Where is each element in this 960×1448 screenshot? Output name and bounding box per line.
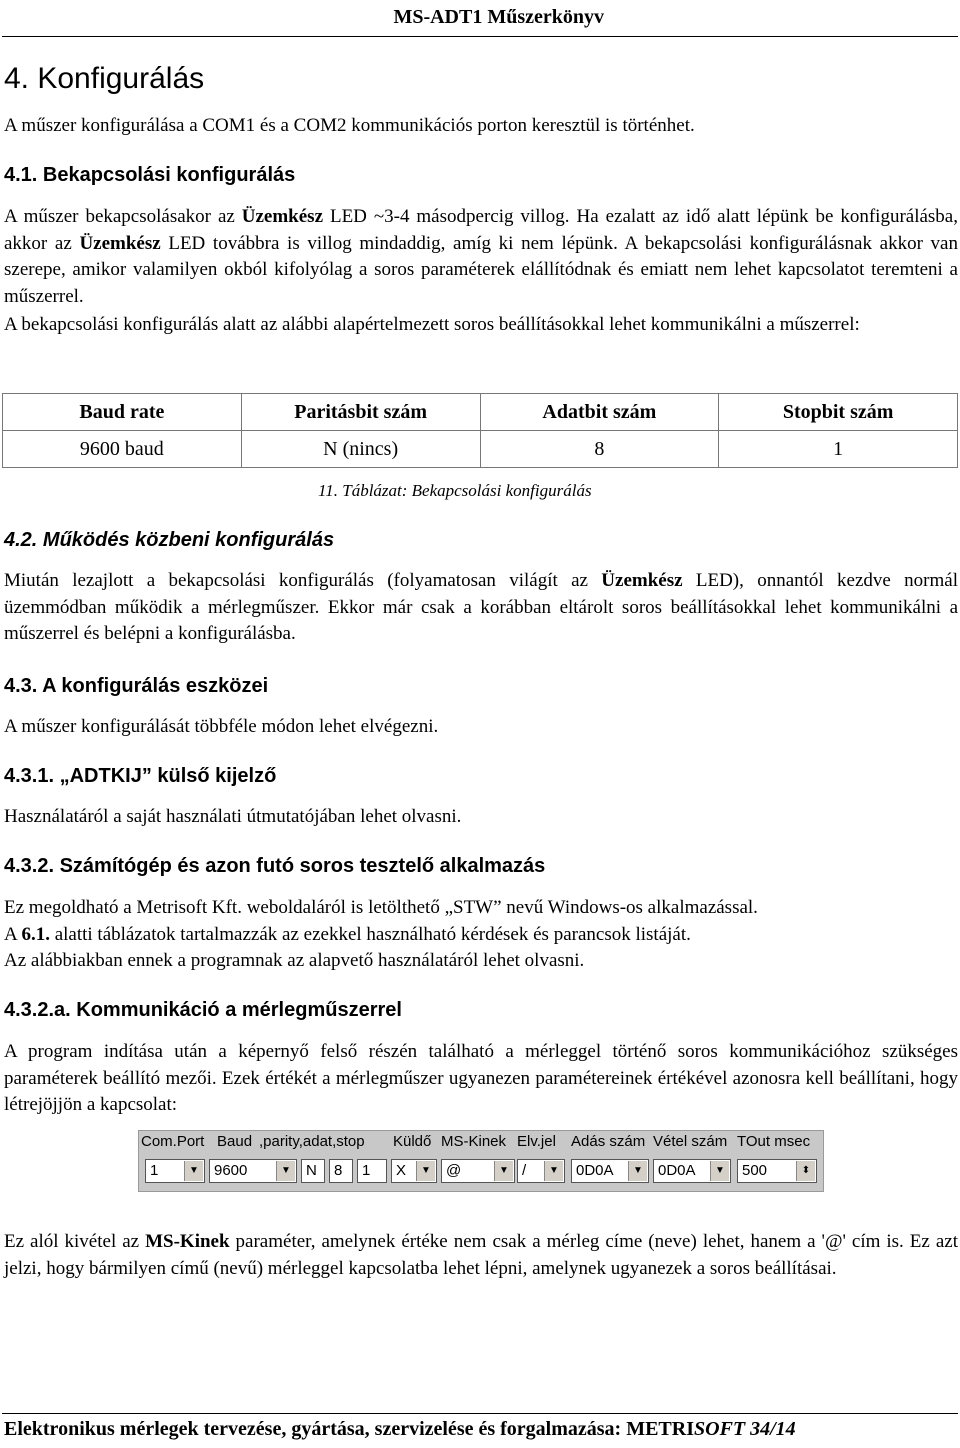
- data-bits-value: 8: [334, 1162, 343, 1179]
- parity-field[interactable]: [301, 1159, 325, 1183]
- vetel-szam-value: 0D0A: [658, 1162, 696, 1179]
- table-cell: 9600 baud: [3, 431, 242, 468]
- elv-jel-value: /: [522, 1162, 527, 1179]
- chevron-down-icon[interactable]: ▼: [184, 1161, 203, 1181]
- ms-kinek-label: MS-Kinek: [441, 1133, 507, 1150]
- text-run: LED továbbra is villog mindaddig, amíg ki nem lépünk. A bekapcsolási konfigurálásnak akkor van szerepe, amikor valamilyen okból kifolyólag a soros paraméterek elállítódnak és emiatt nem lehet kapcsolatot teremteni a műszerrel.: [4, 232, 958, 307]
- section-4-1-paragraph-2: A bekapcsolási konfigurálás alatt az alábbi alapértelmezett soros beállításokkal lehet kommunikálni a műszerrel:: [4, 314, 860, 335]
- bold-uzemkesz: Üzemkész: [601, 570, 683, 591]
- data-bits-field[interactable]: [329, 1159, 353, 1183]
- section-4-1-paragraph-1: [4, 204, 958, 310]
- baud-label: Baud: [217, 1133, 253, 1150]
- kuldo-value: X: [396, 1162, 407, 1179]
- vetel-szam-label: Vétel szám: [653, 1133, 728, 1150]
- section-4-3-1-paragraph: Használatáról a saját használati útmutatójában lehet olvasni.: [4, 806, 462, 827]
- tout-msec-value: 500: [742, 1162, 768, 1179]
- parity-value: N: [306, 1162, 317, 1179]
- footer-company-text: Elektronikus mérlegek tervezése, gyártása, szervizelése és forgalmazása: METRI: [4, 1418, 694, 1440]
- bold-ms-kinek: MS-Kinek: [145, 1231, 230, 1252]
- com-port-value: 1: [150, 1162, 159, 1179]
- table-header-cell: Stopbit szám: [719, 394, 958, 431]
- text-run: paraméter, amelynek értéke nem csak a mérleg címe (neve) lehet, hanem a '@' cím is. Ez azt jelzi, hogy bármilyen című (nevű) mérleggel kapcsolatba lehet lépni, amelynek ugyanezek a soros beállításai.: [4, 1231, 958, 1279]
- chevron-down-icon[interactable]: ▼: [276, 1161, 295, 1181]
- bold-reference: 6.1.: [21, 924, 50, 945]
- table-cell: 1: [719, 431, 958, 468]
- kuldo-label: Küldő: [393, 1133, 432, 1150]
- baud-select[interactable]: [209, 1159, 297, 1183]
- table-header-cell: Adatbit szám: [480, 394, 719, 431]
- section-4-2-paragraph: [4, 568, 958, 648]
- section-4-3-2-a-heading: 4.3.2.a. Kommunikáció a mérlegműszerrel: [4, 999, 402, 1021]
- elv-jel-select[interactable]: [517, 1159, 565, 1183]
- chevron-down-icon[interactable]: ▼: [628, 1161, 647, 1181]
- kuldo-select[interactable]: [391, 1159, 437, 1183]
- table-cell: 8: [480, 431, 719, 468]
- stop-bits-field[interactable]: [357, 1159, 387, 1183]
- com-port-label: Com.Port: [141, 1133, 205, 1150]
- com-port-select[interactable]: [145, 1159, 205, 1183]
- section-4-3-2-a-paragraph-2: [4, 1229, 958, 1282]
- section-4-3-2-paragraph-3: Az alábbiakban ennek a programnak az alapvető használatáról lehet olvasni.: [4, 950, 585, 971]
- adas-szam-label: Adás szám: [571, 1133, 646, 1150]
- table-cell: N (nincs): [241, 431, 480, 468]
- text-run: A: [4, 924, 22, 945]
- section-4-3-heading: 4.3. A konfigurálás eszközei: [4, 675, 269, 697]
- chevron-down-icon[interactable]: ▼: [416, 1161, 435, 1181]
- parity-label: ,parity,adat,stop: [259, 1133, 365, 1150]
- section-4-3-2-paragraph-2: [4, 922, 958, 949]
- table-row: [3, 431, 958, 468]
- text-run: Ez alól kivétel az: [4, 1231, 146, 1252]
- table-header-cell: Baud rate: [3, 394, 242, 431]
- chevron-down-icon[interactable]: ▼: [544, 1161, 563, 1181]
- text-run: LED), onnantól kezdve normál üzemmódban működik a mérlegműszer. Ekkor már csak a korábban eltárolt soros beállításokkal lehet kommunikálni a műszerrel és belépni a konfigurálásba.: [4, 570, 958, 644]
- section-4-3-2-paragraph-1: Ez megoldható a Metrisoft Kft. weboldaláról is letölthető „STW” nevű Windows-os alkalmazással.: [4, 897, 758, 918]
- adas-szam-value: 0D0A: [576, 1162, 614, 1179]
- text-run: LED ~3-4 másodpercig villog. Ha ezalatt az idő alatt lépünk be konfigurálásba, akkor az: [4, 206, 958, 254]
- page-footer: [4, 1418, 796, 1441]
- spin-icon[interactable]: ⬍: [796, 1161, 815, 1181]
- section-4-1-heading: 4.1. Bekapcsolási konfigurálás: [4, 164, 296, 186]
- elv-jel-label: Elv.jel: [517, 1133, 556, 1150]
- vetel-szam-select[interactable]: [653, 1159, 731, 1183]
- text-run: alatti táblázatok tartalmazzák az ezekkel használható kérdések és parancsok listáját.: [49, 924, 691, 945]
- tout-msec-label: TOut msec: [737, 1133, 811, 1150]
- chevron-down-icon[interactable]: ▼: [710, 1161, 729, 1181]
- footer-rule: [2, 1413, 958, 1414]
- section-4-3-2-a-paragraph-1: A program indítása után a képernyő felső részén található a mérleggel történő soros kommunikációhoz szükséges paraméterek beállító mezői. Ezek értékét a mérlegműszer ugyanezen paramétereinek értékével azonosra kell beállítani, hogy létrejöjjön a kapcsolat:: [4, 1041, 958, 1115]
- stop-bits-value: 1: [362, 1162, 371, 1179]
- table-caption: 11. Táblázat: Bekapcsolási konfigurálás: [318, 481, 592, 500]
- intro-paragraph: A műszer konfigurálása a COM1 és a COM2 kommunikációs porton keresztül is történhet.: [4, 115, 695, 136]
- text-run: Miután lezajlott a bekapcsolási konfigurálás (folyamatosan világít az: [4, 570, 602, 591]
- header-title: MS-ADT1 Műszerkönyv: [393, 6, 604, 28]
- section-4-3-1-heading: 4.3.1. „ADTKIJ” külső kijelző: [4, 765, 277, 787]
- table-header-cell: Paritásbit szám: [241, 394, 480, 431]
- ms-kinek-select[interactable]: [441, 1159, 515, 1183]
- chevron-down-icon[interactable]: ▼: [494, 1161, 513, 1181]
- chapter-title: 4. Konfigurálás: [4, 62, 205, 95]
- page-number: 34/14: [750, 1418, 796, 1440]
- section-4-2-heading: 4.2. Működés közbeni konfigurálás: [4, 529, 335, 551]
- section-4-3-2-heading: 4.3.2. Számítógép és azon futó soros tesztelő alkalmazás: [4, 855, 546, 877]
- bold-uzemkesz: Üzemkész: [241, 206, 324, 227]
- serial-settings-table: [2, 393, 958, 468]
- text-run: A műszer bekapcsolásakor az: [4, 206, 242, 227]
- baud-value: 9600: [214, 1162, 248, 1179]
- footer-brand-suffix: SOFT: [694, 1418, 746, 1440]
- serial-settings-toolbar: [138, 1130, 824, 1192]
- adas-szam-select[interactable]: [571, 1159, 649, 1183]
- tout-msec-field[interactable]: [737, 1159, 817, 1183]
- table-header-row: [3, 394, 958, 431]
- section-4-3-paragraph: A műszer konfigurálását többféle módon lehet elvégezni.: [4, 716, 439, 737]
- ms-kinek-value: @: [446, 1162, 462, 1179]
- header-rule: [2, 36, 958, 37]
- bold-uzemkesz: Üzemkész: [79, 232, 161, 254]
